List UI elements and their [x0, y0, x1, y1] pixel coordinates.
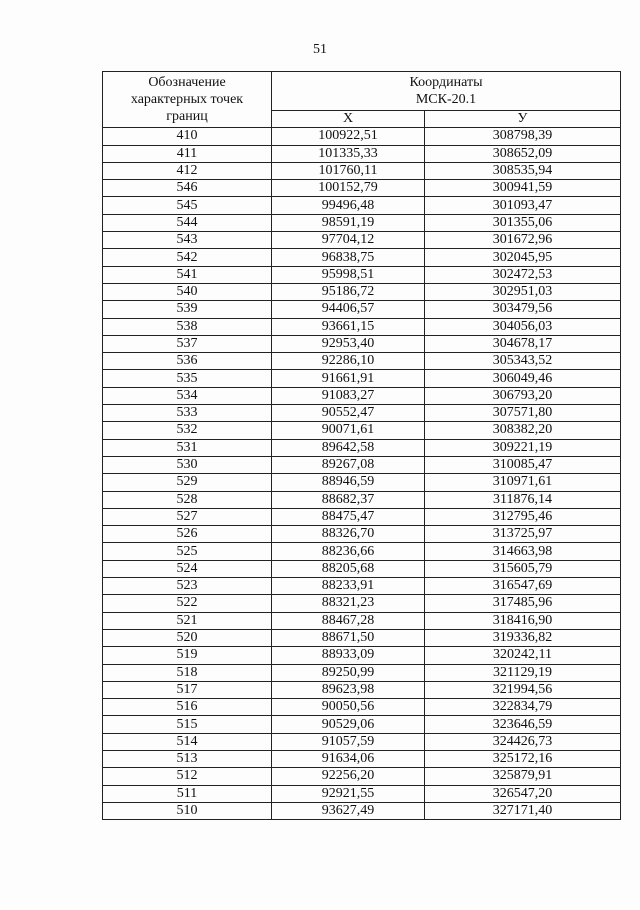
table-row: [103, 595, 621, 612]
x-coordinate-cell: 98591,19: [272, 214, 425, 231]
x-coordinate-cell: 88475,47: [272, 508, 425, 525]
point-number-cell: 536: [103, 353, 272, 370]
point-number-cell: 530: [103, 456, 272, 473]
x-coordinate-cell: 92953,40: [272, 335, 425, 352]
table-row: [103, 681, 621, 698]
x-coordinate-cell: 90050,56: [272, 699, 425, 716]
point-number-cell: 517: [103, 681, 272, 698]
table-row: [103, 664, 621, 681]
y-coordinate-cell: 305343,52: [425, 353, 621, 370]
point-header-line: характерных точек: [130, 92, 244, 108]
table-row: [103, 629, 621, 646]
point-number-cell: 511: [103, 785, 272, 802]
x-coordinate-cell: 88326,70: [272, 526, 425, 543]
table-row: [103, 422, 621, 439]
y-coordinate-cell: 311876,14: [425, 491, 621, 508]
y-coordinate-cell: 321129,19: [425, 664, 621, 681]
table-row: [103, 491, 621, 508]
y-coordinate-cell: 323646,59: [425, 716, 621, 733]
table-row: [103, 699, 621, 716]
coordinates-header-line: Координаты: [409, 75, 483, 90]
y-coordinate-cell: 325172,16: [425, 750, 621, 767]
y-column-header: У: [425, 111, 621, 128]
table-row: [103, 733, 621, 750]
point-number-cell: 524: [103, 560, 272, 577]
y-coordinate-cell: 301093,47: [425, 197, 621, 214]
table-row: [103, 249, 621, 266]
x-coordinate-cell: 93661,15: [272, 318, 425, 335]
table-row: [103, 750, 621, 767]
x-coordinate-cell: 90529,06: [272, 716, 425, 733]
point-number-cell: 528: [103, 491, 272, 508]
point-number-cell: 412: [103, 162, 272, 179]
y-coordinate-cell: 325879,91: [425, 768, 621, 785]
y-coordinate-cell: 315605,79: [425, 560, 621, 577]
x-coordinate-cell: 97704,12: [272, 232, 425, 249]
point-number-cell: 523: [103, 578, 272, 595]
table-row: [103, 474, 621, 491]
table-row: [103, 162, 621, 179]
y-coordinate-cell: 308798,39: [425, 128, 621, 145]
table-row: [103, 716, 621, 733]
table-row: [103, 370, 621, 387]
point-number-cell: 522: [103, 595, 272, 612]
point-number-cell: 545: [103, 197, 272, 214]
y-coordinate-cell: 306049,46: [425, 370, 621, 387]
point-number-cell: 510: [103, 802, 272, 819]
x-coordinate-cell: 92286,10: [272, 353, 425, 370]
coordinates-group-header: [272, 72, 621, 111]
x-coordinate-cell: 89642,58: [272, 439, 425, 456]
x-coordinate-cell: 94406,57: [272, 301, 425, 318]
x-coordinate-cell: 88236,66: [272, 543, 425, 560]
y-coordinate-cell: 322834,79: [425, 699, 621, 716]
y-coordinate-cell: 308535,94: [425, 162, 621, 179]
point-number-cell: 516: [103, 699, 272, 716]
point-number-cell: 518: [103, 664, 272, 681]
x-coordinate-cell: 89623,98: [272, 681, 425, 698]
point-number-cell: 535: [103, 370, 272, 387]
x-coordinate-cell: 93627,49: [272, 802, 425, 819]
table-row: [103, 439, 621, 456]
point-number-cell: 410: [103, 128, 272, 145]
y-coordinate-cell: 302045,95: [425, 249, 621, 266]
point-number-cell: 533: [103, 405, 272, 422]
x-coordinate-cell: 91083,27: [272, 387, 425, 404]
table-row: [103, 353, 621, 370]
y-coordinate-cell: 306793,20: [425, 387, 621, 404]
point-number-cell: 520: [103, 629, 272, 646]
point-number-cell: 543: [103, 232, 272, 249]
table-row: [103, 301, 621, 318]
y-coordinate-cell: 304678,17: [425, 335, 621, 352]
x-coordinate-cell: 95186,72: [272, 283, 425, 300]
y-coordinate-cell: 310971,61: [425, 474, 621, 491]
x-coordinate-cell: 88671,50: [272, 629, 425, 646]
y-coordinate-cell: 310085,47: [425, 456, 621, 473]
y-coordinate-cell: 304056,03: [425, 318, 621, 335]
table-row: [103, 128, 621, 145]
point-number-cell: 538: [103, 318, 272, 335]
x-coordinate-cell: 101760,11: [272, 162, 425, 179]
y-coordinate-cell: 326547,20: [425, 785, 621, 802]
y-coordinate-cell: 316547,69: [425, 578, 621, 595]
table-row: [103, 283, 621, 300]
table-body: [103, 128, 621, 820]
y-coordinate-cell: 309221,19: [425, 439, 621, 456]
y-coordinate-cell: 327171,40: [425, 802, 621, 819]
y-coordinate-cell: 302472,53: [425, 266, 621, 283]
table-row: [103, 387, 621, 404]
table-row: [103, 578, 621, 595]
table-header: [103, 72, 621, 128]
table-row: [103, 405, 621, 422]
x-coordinate-cell: 95998,51: [272, 266, 425, 283]
x-coordinate-cell: 91661,91: [272, 370, 425, 387]
y-coordinate-cell: 302951,03: [425, 283, 621, 300]
x-coordinate-cell: 101335,33: [272, 145, 425, 162]
table-row: [103, 232, 621, 249]
table-row: [103, 785, 621, 802]
y-coordinate-cell: 308382,20: [425, 422, 621, 439]
y-coordinate-cell: 319336,82: [425, 629, 621, 646]
y-coordinate-cell: 314663,98: [425, 543, 621, 560]
table-row: [103, 335, 621, 352]
point-number-cell: 531: [103, 439, 272, 456]
y-coordinate-cell: 308652,09: [425, 145, 621, 162]
point-number-cell: 537: [103, 335, 272, 352]
x-coordinate-cell: 92921,55: [272, 785, 425, 802]
x-coordinate-cell: 91634,06: [272, 750, 425, 767]
y-coordinate-cell: 324426,73: [425, 733, 621, 750]
x-coordinate-cell: 99496,48: [272, 197, 425, 214]
point-number-cell: 541: [103, 266, 272, 283]
y-coordinate-cell: 303479,56: [425, 301, 621, 318]
x-column-header: X: [272, 111, 425, 128]
coordinates-table: [102, 71, 621, 820]
y-coordinate-cell: 318416,90: [425, 612, 621, 629]
point-number-cell: 534: [103, 387, 272, 404]
x-coordinate-cell: 88467,28: [272, 612, 425, 629]
x-coordinate-cell: 100922,51: [272, 128, 425, 145]
x-coordinate-cell: 88946,59: [272, 474, 425, 491]
x-coordinate-cell: 88682,37: [272, 491, 425, 508]
page-number: 51: [313, 42, 327, 57]
table-row: [103, 180, 621, 197]
y-coordinate-cell: 312795,46: [425, 508, 621, 525]
x-coordinate-cell: 100152,79: [272, 180, 425, 197]
y-coordinate-cell: 313725,97: [425, 526, 621, 543]
point-number-cell: 512: [103, 768, 272, 785]
table-row: [103, 508, 621, 525]
x-coordinate-cell: 96838,75: [272, 249, 425, 266]
x-coordinate-cell: 89267,08: [272, 456, 425, 473]
point-header-line: границ: [166, 109, 208, 125]
point-number-cell: 532: [103, 422, 272, 439]
table-row: [103, 560, 621, 577]
point-number-cell: 513: [103, 750, 272, 767]
x-coordinate-cell: 88321,23: [272, 595, 425, 612]
point-number-cell: 519: [103, 647, 272, 664]
x-coordinate-cell: 88205,68: [272, 560, 425, 577]
point-number-cell: 527: [103, 508, 272, 525]
point-number-cell: 514: [103, 733, 272, 750]
table-row: [103, 768, 621, 785]
table-row: [103, 197, 621, 214]
point-designation-header: [103, 72, 272, 128]
table-row: [103, 612, 621, 629]
table-row: [103, 526, 621, 543]
x-coordinate-cell: 88233,91: [272, 578, 425, 595]
x-coordinate-cell: 90552,47: [272, 405, 425, 422]
x-coordinate-cell: 92256,20: [272, 768, 425, 785]
table-row: [103, 266, 621, 283]
y-coordinate-cell: 307571,80: [425, 405, 621, 422]
point-header-line: Обозначение: [148, 75, 226, 91]
coordinate-system-label: МСК-20.1: [415, 92, 477, 107]
x-coordinate-cell: 88933,09: [272, 647, 425, 664]
point-number-cell: 526: [103, 526, 272, 543]
x-coordinate-cell: 90071,61: [272, 422, 425, 439]
point-number-cell: 546: [103, 180, 272, 197]
table-row: [103, 214, 621, 231]
table-row: [103, 802, 621, 819]
y-coordinate-cell: 320242,11: [425, 647, 621, 664]
table-row: [103, 456, 621, 473]
y-coordinate-cell: 321994,56: [425, 681, 621, 698]
table-row: [103, 543, 621, 560]
y-coordinate-cell: 301355,06: [425, 214, 621, 231]
point-number-cell: 521: [103, 612, 272, 629]
point-number-cell: 544: [103, 214, 272, 231]
y-coordinate-cell: 300941,59: [425, 180, 621, 197]
table-row: [103, 647, 621, 664]
y-coordinate-cell: 301672,96: [425, 232, 621, 249]
point-number-cell: 542: [103, 249, 272, 266]
x-coordinate-cell: 89250,99: [272, 664, 425, 681]
table-row: [103, 318, 621, 335]
x-coordinate-cell: 91057,59: [272, 733, 425, 750]
table-row: [103, 145, 621, 162]
point-number-cell: 529: [103, 474, 272, 491]
point-number-cell: 515: [103, 716, 272, 733]
point-number-cell: 525: [103, 543, 272, 560]
point-number-cell: 539: [103, 301, 272, 318]
point-number-cell: 540: [103, 283, 272, 300]
point-number-cell: 411: [103, 145, 272, 162]
y-coordinate-cell: 317485,96: [425, 595, 621, 612]
